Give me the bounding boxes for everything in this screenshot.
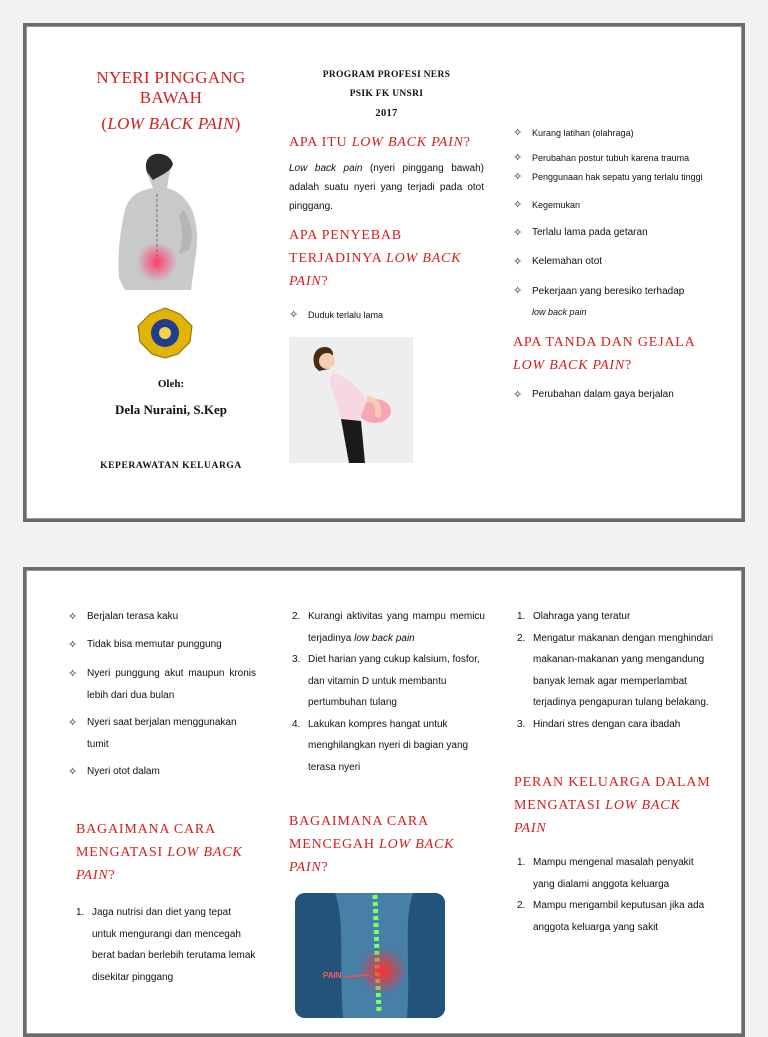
- bullet-icon: ✧: [68, 611, 78, 623]
- sign-text: Perubahan dalam gaya berjalan: [532, 389, 674, 400]
- treatment-text: Diet harian yang cukup kalsium, fosfor, dan vitamin D untuk membantu pertumbuhan tulang: [308, 654, 480, 708]
- program-line1: PROGRAM PROFESI NERS: [322, 70, 451, 80]
- list-item: [513, 195, 713, 215]
- signs-heading-line1: APA TANDA DAN GEJALA: [513, 335, 696, 350]
- causes-heading-line3-post: ?: [321, 274, 329, 289]
- cover-title-italic: LOW BACK PAIN: [107, 114, 235, 133]
- cover-title-line3: [66, 114, 276, 134]
- prevention-text: Hindari stres dengan cara ibadah: [533, 718, 681, 730]
- prevention-text: Olahraga yang teratur: [533, 611, 631, 622]
- cover-title-close: ): [234, 114, 241, 133]
- list-item: [289, 606, 485, 649]
- causes-list-start: [289, 305, 484, 325]
- cause-text: Terlalu lama pada getaran: [532, 227, 648, 238]
- prevention-heading-line3: [289, 856, 485, 879]
- list-number: 2.: [517, 632, 526, 644]
- signs-heading-line2-italic: LOW BACK PAIN: [513, 358, 626, 373]
- what-is-heading-post: ?: [463, 135, 471, 150]
- bullet-icon: ✧: [513, 256, 523, 268]
- treatment-text: Kurangi aktivitas yang mampu memicu terjadinya: [308, 611, 485, 644]
- treatment-heading: [76, 818, 256, 887]
- bullet-icon: ✧: [513, 227, 523, 239]
- list-number: 1.: [517, 611, 526, 622]
- bullet-icon: ✧: [513, 285, 523, 297]
- cause-text: Duduk terlalu lama: [308, 310, 384, 320]
- signs-heading: [513, 331, 713, 377]
- by-label: Oleh:: [157, 378, 185, 390]
- treatment-heading-line3: [76, 864, 256, 887]
- list-item: [513, 123, 713, 143]
- bullet-icon: ✧: [68, 717, 78, 729]
- signs-list-start: [513, 385, 713, 405]
- cover-title-open: (: [101, 114, 108, 133]
- prevention-text: Mengatur makanan dengan menghindari makanan-makanan yang mengandung banyak lemak agar memperlambat terjadinya pengapuran tulang belakang.: [533, 632, 714, 708]
- bullet-icon: ✧: [513, 127, 523, 139]
- causes-heading: [289, 224, 484, 293]
- family-role-heading: [514, 771, 714, 840]
- prevention-heading: [289, 810, 485, 879]
- spine-pain-illustration: [295, 893, 445, 1018]
- family-role-heading-line1: PERAN KELUARGA DALAM: [514, 775, 711, 790]
- family-role-heading-line2-pre: MENGATASI: [514, 798, 606, 813]
- cover-panel: [66, 26, 276, 519]
- causes-list: [513, 123, 713, 323]
- sign-text: Nyeri otot dalam: [87, 766, 160, 777]
- department-label: KEPERAWATAN KELUARGA: [100, 461, 242, 471]
- cause-text: Kelemahan otot: [532, 256, 603, 267]
- cause-text: Kurang latihan (olahraga): [532, 128, 634, 138]
- definition-panel: [289, 26, 484, 519]
- treatment-heading-line3-post: ?: [108, 868, 116, 883]
- treatment-heading-line2-italic: LOW BACK: [167, 845, 243, 860]
- bullet-icon: ✧: [68, 766, 78, 778]
- author-name: Dela Nuraini, S.Kep: [115, 402, 227, 417]
- woman-back-pain-illustration: [289, 337, 413, 463]
- causes-signs-panel: [513, 26, 713, 519]
- list-item: [514, 606, 714, 628]
- signs-list: [68, 607, 256, 782]
- brochure-front-page: [23, 23, 745, 522]
- what-is-heading: [289, 131, 484, 154]
- list-item: [289, 714, 485, 779]
- family-role-list: [514, 852, 714, 938]
- bullet-icon: ✧: [513, 199, 523, 211]
- family-role-heading-line2-italic: LOW BACK: [605, 798, 681, 813]
- prevention-heading-line2-pre: MENCEGAH: [289, 837, 380, 852]
- pain-label: PAIN: [323, 971, 342, 980]
- causes-heading-line3: [289, 270, 484, 293]
- list-item: [513, 149, 713, 168]
- list-item: [514, 895, 714, 938]
- causes-heading-line2: [289, 247, 484, 270]
- sign-text: Berjalan terasa kaku: [87, 611, 179, 622]
- list-number: 2.: [292, 611, 301, 622]
- definition-text: [289, 159, 484, 216]
- definition-body: (nyeri pinggang bawah) adalah suatu nyeri yang terjadi pada otot pinggang.: [289, 163, 484, 212]
- treatment-text: Lakukan kompres hangat untuk menghilangkan nyeri di bagian yang terasa nyeri: [308, 718, 469, 773]
- list-item: [73, 902, 256, 988]
- prevention-heading-line3-post: ?: [321, 860, 329, 875]
- signs-treatment-panel: [68, 570, 256, 1034]
- cause-text-italic: low back pain: [532, 307, 587, 317]
- list-number: 3.: [292, 654, 301, 665]
- cause-text: Penggunaan hak sepatu yang terlalu tinggi: [532, 172, 703, 182]
- treatment-text: Jaga nutrisi dan diet yang tepat untuk mengurangi dan mencegah berat badan berlebih terutama lemak disekitar pinggang: [92, 907, 256, 983]
- program-line2: PSIK FK UNSRI: [349, 89, 424, 99]
- family-role-heading-line3-italic: PAIN: [514, 821, 547, 836]
- prevention-heading-line3-italic: PAIN: [289, 860, 322, 875]
- cause-text: Kegemukan: [532, 200, 581, 210]
- signs-heading-line2: [513, 354, 713, 377]
- treatment-list: [73, 902, 256, 988]
- cover-title-line2: BAWAH: [139, 88, 203, 107]
- bullet-icon: ✧: [289, 309, 299, 321]
- treatment-heading-line3-italic: PAIN: [76, 868, 109, 883]
- cause-text: Pekerjaan yang beresiko terhadap: [532, 286, 685, 297]
- treatment-prevention-panel: [289, 570, 485, 1034]
- treatment-heading-line2: [76, 841, 256, 864]
- list-item: [513, 252, 713, 272]
- prevention-heading-line1: BAGAIMANA CARA: [289, 814, 429, 829]
- family-role-heading-line3: [514, 817, 714, 840]
- list-item: [68, 607, 256, 627]
- treatment-heading-line2-pre: MENGATASI: [76, 845, 168, 860]
- role-text: Mampu mengenal masalah penyakit yang dialami anggota keluarga: [533, 857, 694, 890]
- program-header: [289, 66, 484, 123]
- list-item: [68, 635, 256, 655]
- list-number: 3.: [517, 718, 526, 730]
- cause-text: Perubahan postur tubuh karena trauma: [532, 153, 690, 163]
- family-role-heading-line2: [514, 794, 714, 817]
- role-text: Mampu mengambil keputusan jika ada anggota keluarga yang sakit: [533, 900, 705, 933]
- list-item: [289, 649, 485, 714]
- list-item: [514, 628, 714, 714]
- treatment-list-continued: [289, 606, 485, 778]
- list-item: [68, 762, 256, 782]
- causes-heading-line3-italic: PAIN: [289, 274, 322, 289]
- program-year: 2017: [375, 108, 398, 119]
- back-pain-illustration: [99, 150, 209, 290]
- causes-heading-line1: APA PENYEBAB: [289, 228, 402, 243]
- bullet-icon: ✧: [513, 152, 523, 164]
- list-item: [514, 714, 714, 736]
- list-item: [513, 168, 713, 187]
- brochure-back-page: [23, 567, 745, 1037]
- cover-title-line1: NYERI PINGGANG: [96, 68, 246, 87]
- list-item: [68, 663, 256, 707]
- bullet-icon: ✧: [513, 389, 523, 401]
- list-number: 4.: [292, 718, 301, 730]
- causes-heading-line2-italic: LOW BACK: [386, 251, 462, 266]
- list-item: [514, 852, 714, 895]
- list-number: 2.: [517, 900, 526, 911]
- signs-heading-line2-post: ?: [625, 358, 633, 373]
- definition-italic: Low back pain: [289, 163, 363, 174]
- list-item: [68, 712, 256, 756]
- list-number: 1.: [76, 907, 85, 918]
- sign-text: Nyeri saat berjalan menggunakan tumit: [87, 717, 237, 750]
- bullet-icon: ✧: [513, 171, 523, 183]
- treatment-heading-line1: BAGAIMANA CARA: [76, 822, 216, 837]
- list-item: [513, 223, 713, 243]
- list-number: 1.: [517, 857, 526, 868]
- cover-title: [66, 68, 276, 134]
- university-logo: [134, 306, 196, 360]
- prevention-list: [514, 606, 714, 735]
- bullet-icon: ✧: [68, 639, 78, 651]
- list-item: [513, 281, 713, 323]
- treatment-text-italic: low back pain: [354, 632, 415, 644]
- prevention-family-panel: [514, 570, 714, 1034]
- sign-text: Nyeri punggung akut maupun kronis lebih dari dua bulan: [87, 668, 256, 701]
- prevention-heading-line2-italic: LOW BACK: [379, 837, 455, 852]
- causes-heading-line2-pre: TERJADINYA: [289, 251, 387, 266]
- what-is-heading-pre: APA ITU: [289, 135, 352, 150]
- list-item: [513, 385, 713, 405]
- sign-text: Tidak bisa memutar punggung: [87, 639, 222, 650]
- list-item: [289, 305, 484, 325]
- prevention-heading-line2: [289, 833, 485, 856]
- bullet-icon: ✧: [68, 668, 78, 680]
- what-is-heading-italic: LOW BACK PAIN: [351, 135, 464, 150]
